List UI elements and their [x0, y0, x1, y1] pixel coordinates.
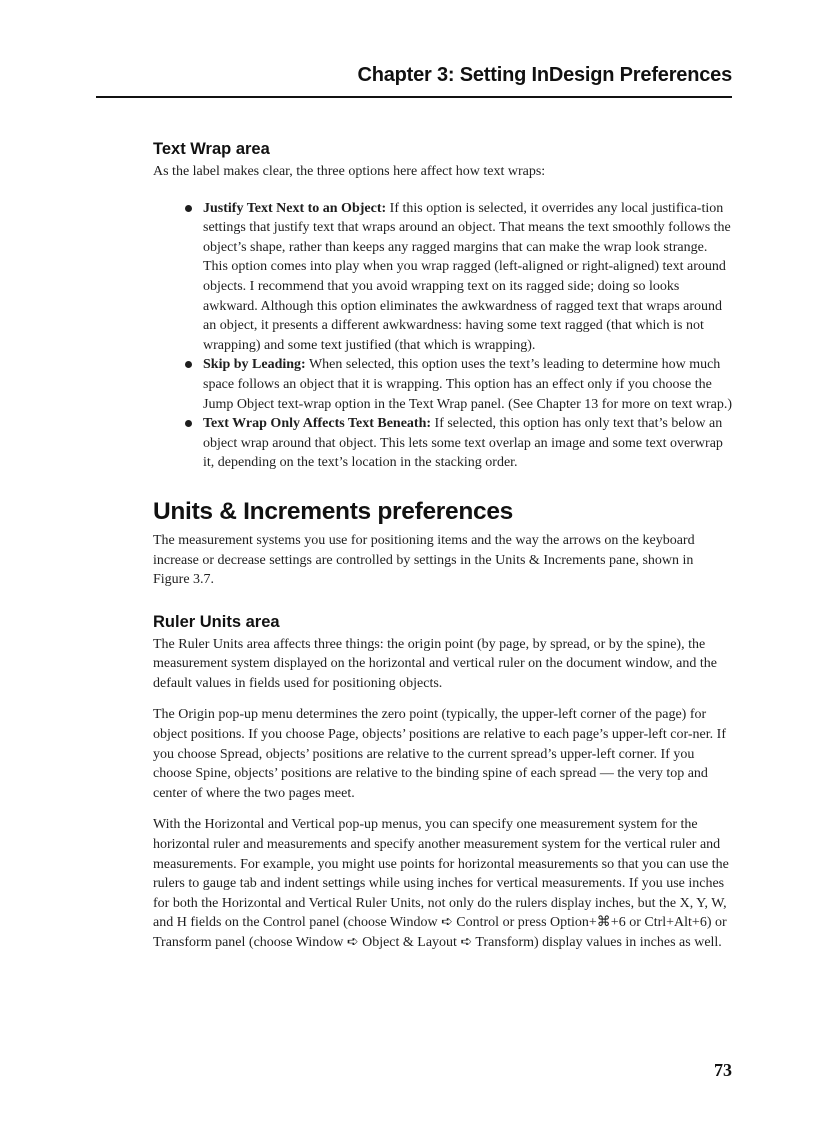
units-increments-heading: Units & Increments preferences: [153, 497, 513, 525]
bullet-body: When selected, this option uses the text’s leading to determine how much space follows an object that it is wrapping. This option has an effect only if you choose the Jump Object text-wrap option in the Text Wrap panel. (See Chapter 13 for more on text wrap.): [203, 357, 733, 412]
bullet-dot-icon: [185, 361, 192, 368]
bullet-lead: Text Wrap Only Affects Text Beneath:: [203, 416, 432, 432]
bullet-body: If this option is selected, it overrides any local justifica-tion settings that justify text that wraps around an object. That means the text smoothly follows the object’s shape, rather than keeps any ragged margins that can make the wrap look strange. This option comes into play when you wrap ragged (left-aligned or right-aligned) text around objects. I recommend that you avoid wrapping text on its ragged side; doing so looks awkward. Although this option eliminates the awkwardness of ragged text that wraps around an object, it presents a different awkwardness: having some text ragged (that which is not wrapping) and some text justified (that which is wrapping).: [203, 200, 731, 353]
bullet-dot-icon: [185, 420, 192, 427]
page-number: 73: [714, 1060, 732, 1080]
bullet-justify-text: [153, 199, 732, 356]
bullet-dot-icon: [185, 205, 192, 212]
page-body: [153, 139, 732, 953]
bullet-lead: Skip by Leading:: [203, 357, 306, 373]
text-wrap-bullet-list: [153, 199, 732, 473]
units-increments-body: The measurement systems you use for positioning items and the way the arrows on the keyboard increase or decrease settings are controlled by settings in the Units & Increments pane, shown in Figure 3.7.: [153, 532, 695, 588]
ruler-units-heading: Ruler Units area: [153, 612, 280, 631]
bullet-text-wrap-only: [153, 414, 732, 473]
ruler-units-paragraph-3: With the Horizontal and Vertical pop-up menus, you can specify one measurement system for the horizontal ruler and measurements and specify another measurement system for the vertical ruler and measurements. For example, you might use points for horizontal measurements so that you can use the rulers to gauge tab and indent settings while using inches for vertical measurements. If you use inches for both the Horizontal and Vertical Ruler Units, not only do the rulers display inches, but the X, Y, W, and H fields on the Control panel (choose Window ➪ Control or press Option+⌘+6 or Ctrl+Alt+6) or Transform panel (choose Window ➪ Object & Layout ➪ Transform) display values in inches as well.: [153, 817, 729, 950]
ruler-units-paragraph-1: The Ruler Units area affects three things: the origin point (by page, by spread, or by the spine), the measurement system displayed on the horizontal and vertical ruler on the document window, and the default values in fields used for positioning objects.: [153, 636, 717, 691]
text-wrap-intro: As the label makes clear, the three options here affect how text wraps:: [153, 164, 546, 179]
running-head-title: Chapter 3: Setting InDesign Preferences: [357, 64, 732, 86]
bullet-skip-by-leading: [153, 355, 732, 414]
bullet-lead: Justify Text Next to an Object:: [203, 200, 387, 216]
bullet-body: If selected, this option has only text that’s below an object wrap around that object. This lets some text overlap an image and some text overwrap it, depending on the text’s location in the stacking order.: [203, 416, 723, 471]
text-wrap-heading: Text Wrap area: [153, 140, 270, 158]
header-rule: [96, 96, 732, 98]
ruler-units-paragraph-2: The Origin pop-up menu determines the zero point (typically, the upper-left corner of the page) for object positions. If you choose Page, objects’ positions are relative to each page’s upper-left cor-ner. If you choose Spread, objects’ positions are relative to the current spread’s upper-left corner. If you choose Spine, objects’ positions are relative to the binding spine of each spread — the very top and center of where the two pages meet.: [153, 707, 726, 801]
